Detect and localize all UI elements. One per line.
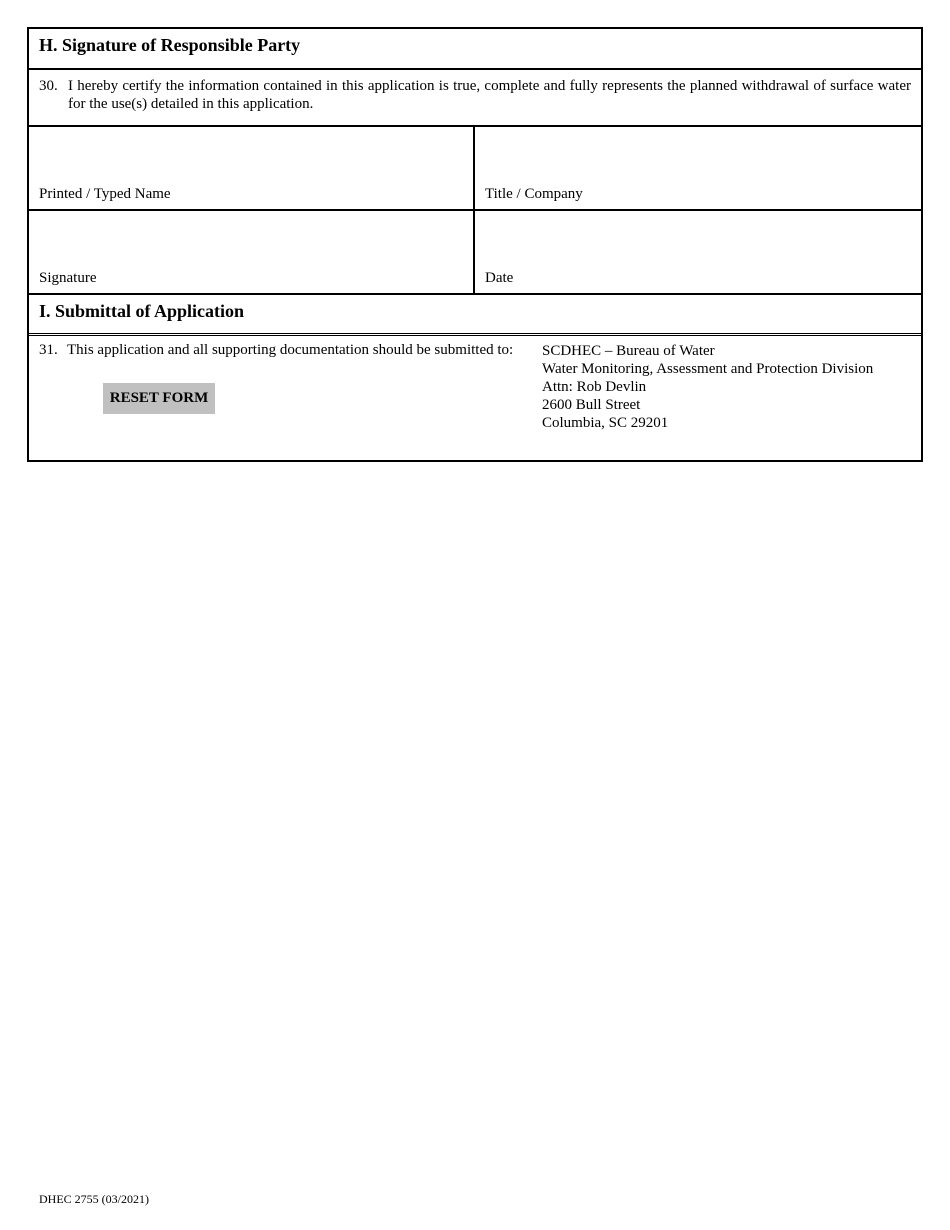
name-title-row [29,127,921,211]
printed-name-label: Printed / Typed Name [39,186,171,202]
signature-field[interactable] [37,217,465,267]
address-line-agency: SCDHEC – Bureau of Water [542,343,715,359]
signature-date-row [29,211,921,295]
certification-text: I hereby certify the information contained in this application is true, complete and fully represents the planned withdrawal of surface water for the use(s) detailed in this application. [68,78,911,112]
address-line-division: Water Monitoring, Assessment and Protection Division [542,361,874,377]
submittal-row [29,336,921,460]
signature-label: Signature [39,270,97,286]
title-company-label: Title / Company [485,186,583,202]
date-field[interactable] [483,217,913,267]
signature-form [27,27,923,462]
section-h-title: H. Signature of Responsible Party [39,35,301,55]
section-h-header [29,29,921,70]
form-id-footer: DHEC 2755 (03/2021) [39,1192,149,1206]
mailing-address [542,342,873,432]
reset-form-button[interactable]: RESET FORM [103,383,215,414]
date-label: Date [485,270,514,286]
title-company-field[interactable] [483,133,913,183]
section-i-title: I. Submittal of Application [39,301,245,321]
section-i-header [29,295,921,336]
item-number: 31. [39,342,58,358]
address-line-street: 2600 Bull Street [542,397,641,413]
item-number: 30. [39,78,58,94]
printed-name-field[interactable] [37,133,465,183]
address-line-city: Columbia, SC 29201 [542,415,669,431]
submittal-instruction [39,342,513,359]
date-cell [475,211,921,293]
address-line-attn: Attn: Rob Devlin [542,379,647,395]
submittal-text: This application and all supporting documentation should be submitted to: [67,342,514,358]
printed-name-cell [29,127,475,209]
title-company-cell [475,127,921,209]
certification-statement [29,70,921,127]
signature-cell [29,211,475,293]
